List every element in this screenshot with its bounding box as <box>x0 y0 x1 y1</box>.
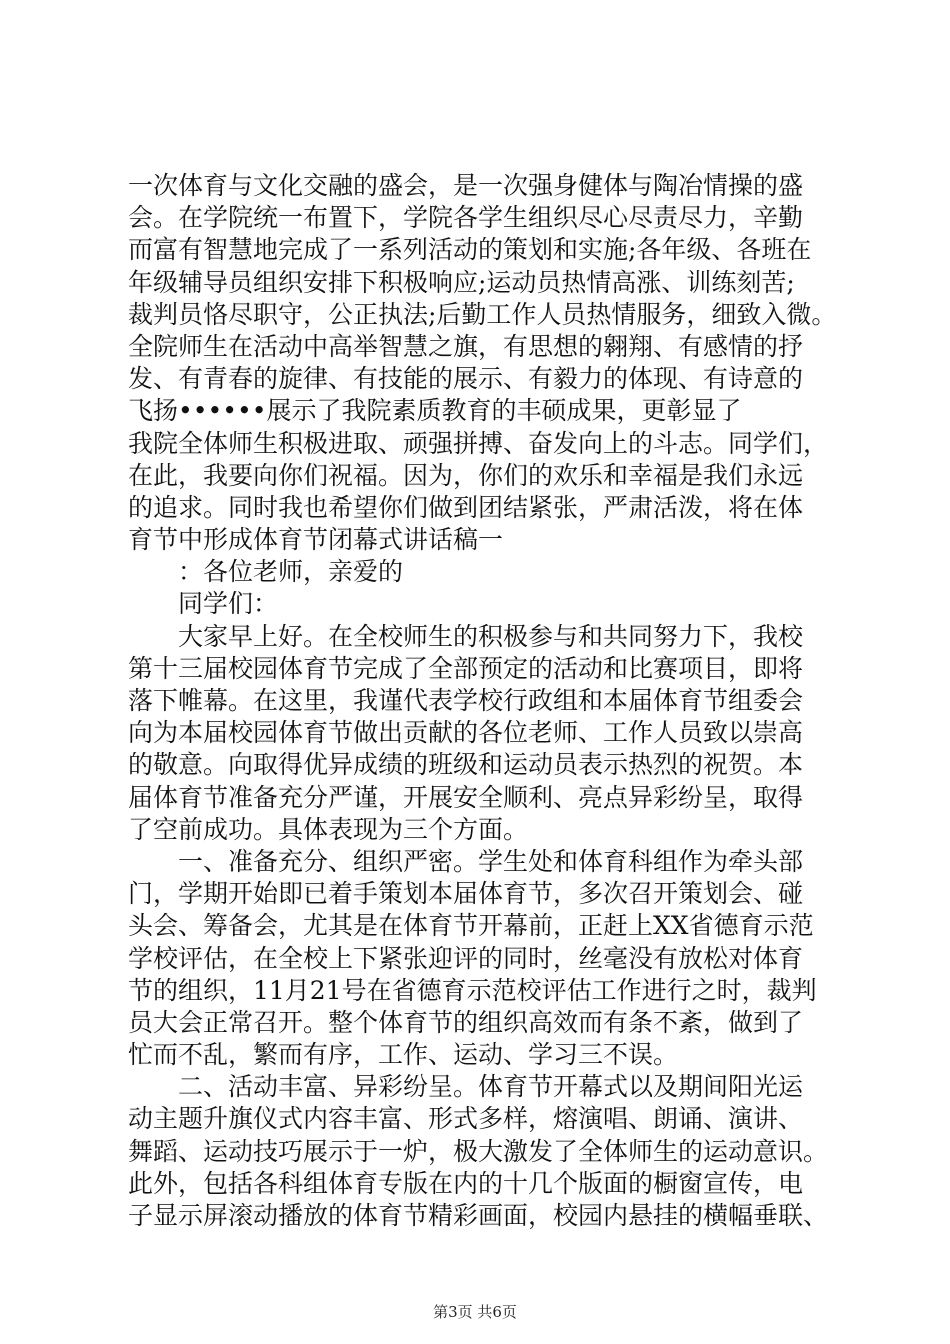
text-line: 了空前成功。具体表现为三个方面。 <box>128 814 529 844</box>
text-line: 同学们： <box>128 589 279 619</box>
text-line: 头会、筹备会，尤其是在体育节开幕前，正赶上XX省德育示范 <box>128 911 814 941</box>
page-footer: 第3页 共6页 <box>433 1303 517 1321</box>
text-line: 舞蹈、运动技巧展示于一炉，极大激发了全体师生的运动意识。 <box>128 1136 829 1166</box>
text-line: 全院师生在活动中高举智慧之旗，有思想的翱翔、有感情的抒 <box>128 331 804 361</box>
text-line: 而富有智慧地完成了一系列活动的策划和实施;各年级、各班在 <box>128 235 812 265</box>
text-line: 发、有青春的旋律、有技能的展示、有毅力的体现、有诗意的 <box>128 364 804 394</box>
text-line: 在此，我要向你们祝福。因为，你们的欢乐和幸福是我们永远 <box>128 460 804 490</box>
text-line: 届体育节准备充分严谨，开展安全顺利、亮点异彩纷呈，取得 <box>128 782 804 812</box>
text-line: 向为本届校园体育节做出贡献的各位老师、工作人员致以崇高 <box>128 718 804 748</box>
text-line: 我院全体师生积极进取、顽强拼搏、奋发向上的斗志。同学们， <box>128 428 829 458</box>
text-line: 会。在学院统一布置下，学院各学生组织尽心尽责尽力，辛勤 <box>128 203 804 233</box>
text-line: 动主题升旗仪式内容丰富、形式多样，熔演唱、朗诵、演讲、 <box>128 1104 804 1134</box>
text-line: 大家早上好。在全校师生的积极参与和共同努力下，我校 <box>128 621 804 651</box>
text-line: 裁判员恪尽职守，公正执法;后勤工作人员热情服务，细致入微。 <box>128 299 837 329</box>
text-line: 第十三届校园体育节完成了全部预定的活动和比赛项目，即将 <box>128 653 804 683</box>
text-line: 二、活动丰富、异彩纷呈。体育节开幕式以及期间阳光运 <box>128 1072 804 1102</box>
text-line: 的追求。同时我也希望你们做到团结紧张，严肃活泼，将在体 <box>128 492 804 522</box>
text-line: 的敬意。向取得优异成绩的班级和运动员表示热烈的祝贺。本 <box>128 750 804 780</box>
text-line: 学校评估，在全校上下紧张迎评的同时，丝毫没有放松对体育 <box>128 943 804 973</box>
text-line: 年级辅导员组织安排下积极响应;运动员热情高涨、训练刻苦; <box>128 267 795 297</box>
text-line: 一、准备充分、组织严密。学生处和体育科组作为牵头部 <box>128 846 804 876</box>
text-line: 子显示屏滚动播放的体育节精彩画面，校园内悬挂的横幅垂联、 <box>128 1201 829 1230</box>
text-line: 一次体育与文化交融的盛会，是一次强身健体与陶冶情操的盛 <box>128 171 804 200</box>
text-line: 员大会正常召开。整个体育节的组织高效而有条不紊，做到了 <box>128 1007 804 1037</box>
text-line: ：各位老师，亲爱的 <box>128 557 404 587</box>
document-body <box>128 170 837 1232</box>
text-line: 此外，包括各科组体育专版在内的十几个版面的橱窗宣传，电 <box>128 1168 804 1198</box>
text-line: 落下帷幕。在这里，我谨代表学校行政组和本届体育节组委会 <box>128 686 804 715</box>
text-line: 门，学期开始即已着手策划本届体育节，多次召开策划会、碰 <box>128 879 804 909</box>
text-line: 育节中形成体育节闭幕式讲话稿一 <box>128 525 504 555</box>
text-line: 忙而不乱，繁而有序，工作、运动、学习三不误。 <box>128 1040 679 1070</box>
text-line: 节的组织，11月21号在省德育示范校评估工作进行之时，裁判 <box>128 975 817 1005</box>
text-line: 飞扬••••••展示了我院素质教育的丰硕成果，更彰显了 <box>128 396 742 426</box>
